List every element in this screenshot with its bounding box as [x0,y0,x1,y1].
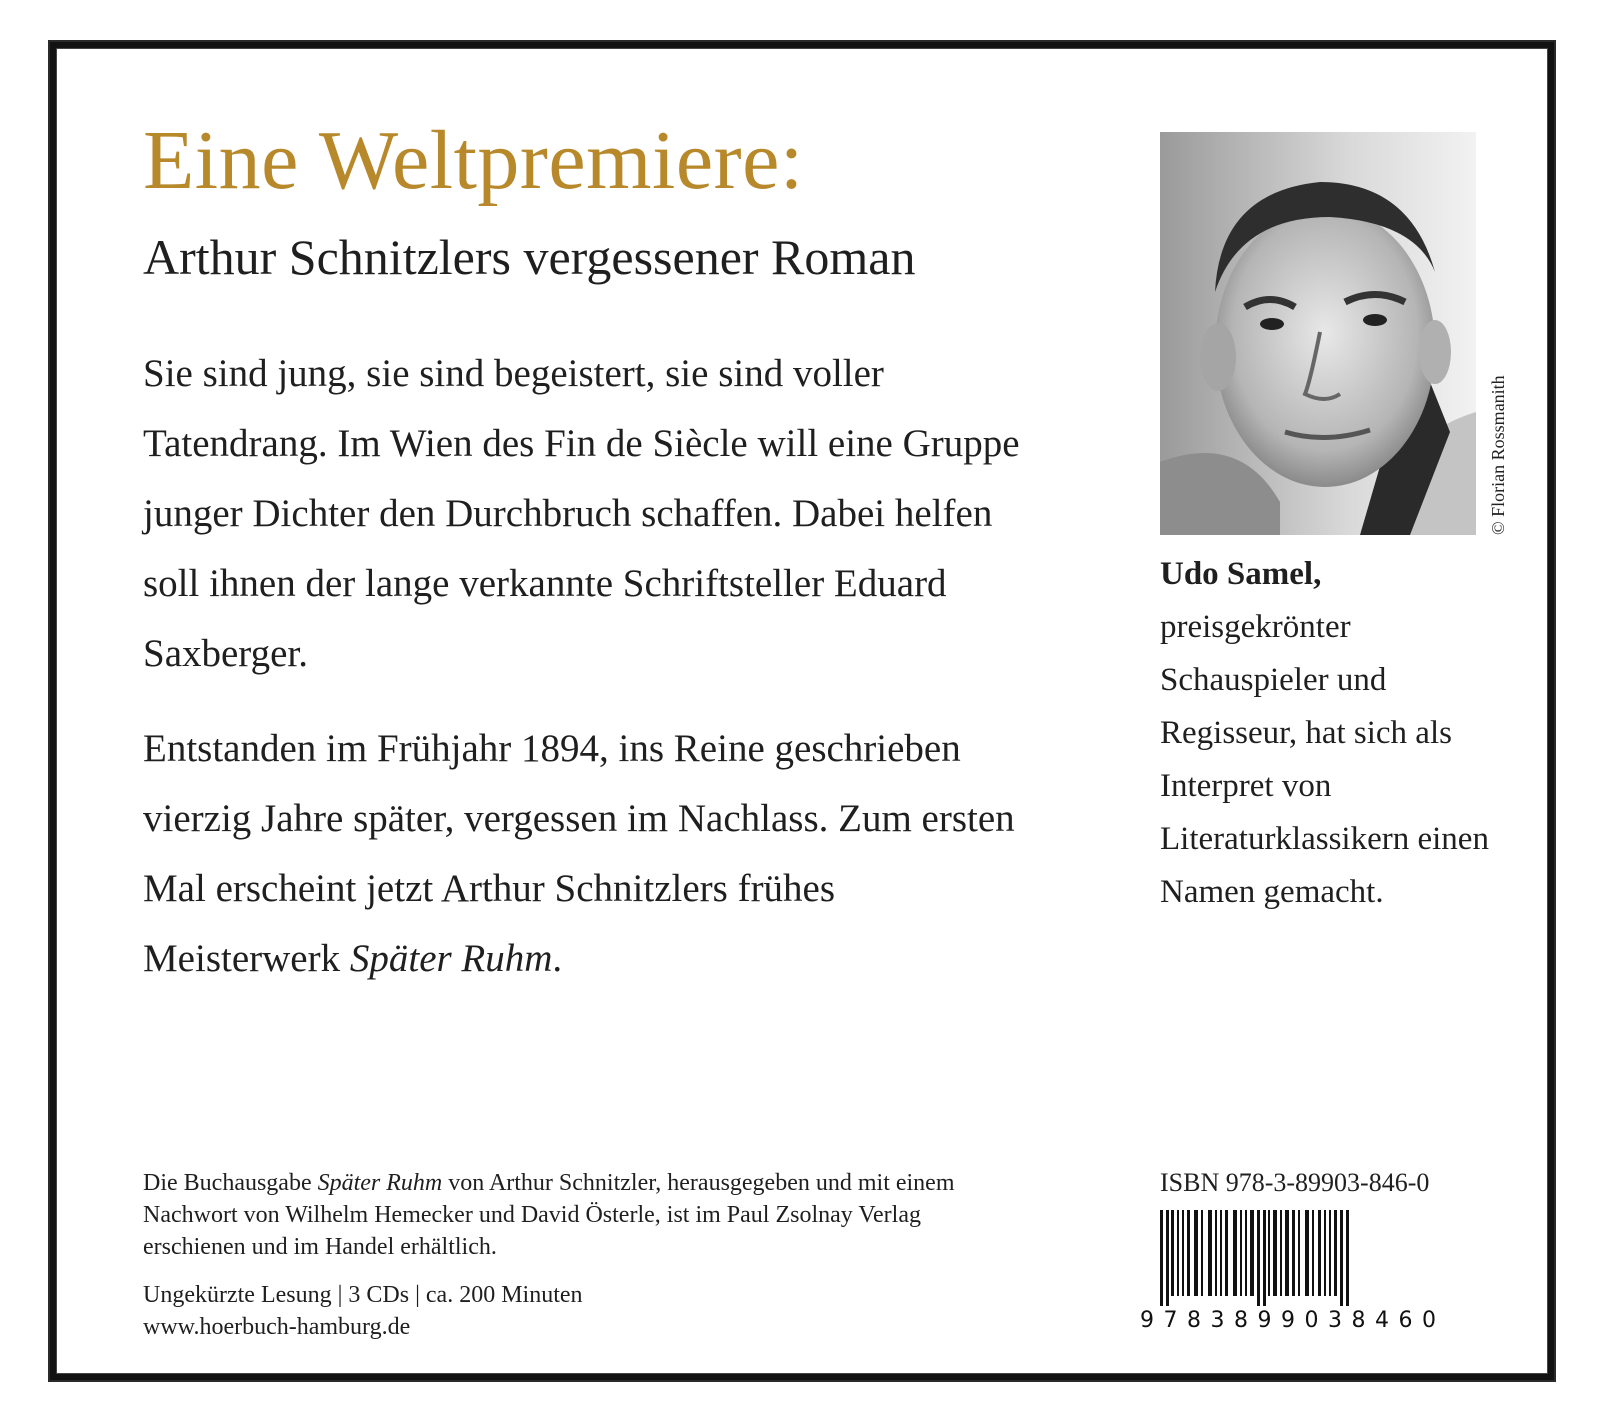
photo-credit: © Florian Rossmanith [1488,375,1508,535]
barcode [1160,1210,1450,1306]
description-paragraph-2 [143,714,1023,994]
website-link[interactable]: www.hoerbuch-hamburg.de [143,1314,411,1340]
book-edition-note [143,1167,963,1263]
description-paragraph-1: Sie sind jung, sie sind begeistert, sie sind voller Tatendrang. Im Wien des Fin de Siècle will eine Gruppe junger Dichter den Durchbruch schaffen. Dabei helfen soll ihnen der lange verkannte Schriftsteller Eduard Saxberger. [143,352,1020,675]
note-before: Die Buchausgabe [143,1170,318,1196]
paragraph-2-text: Entstanden im Frühjahr 1894, ins Reine geschrieben vierzig Jahre später, vergessen im Nachlass. Zum ersten Mal erscheint jetzt Arthur Schnitzlers frühes Meisterwerk [143,727,1015,980]
narrator-bio-text: preisgekrönter Schauspieler und Regisseur, hat sich als Interpret von Literaturklassikern einen Namen gemacht. [1160,609,1489,910]
work-title: Später Ruhm [349,937,553,980]
isbn-label: ISBN 978-3-89903-846-0 [1160,1168,1430,1197]
narrator-photo [1160,132,1476,535]
product-details [143,1279,583,1343]
note-after: von Arthur Schnitzler, herausgegeben und mit einem Nachwort von Wilhelm Hemecker und David Österle, ist im Paul Zsolnay Verlag erschienen und im Handel erhältlich. [143,1170,955,1260]
narrator-bio [1160,548,1500,919]
barcode-digits: 9783899038460 [1140,1308,1446,1333]
narrator-name: Udo Samel, [1160,556,1322,592]
paragraph-2-end: . [552,937,563,980]
reading-info: Ungekürzte Lesung | 3 CDs | ca. 200 Minuten [143,1282,583,1308]
subheadline: Arthur Schnitzlers vergessener Roman [143,229,916,285]
note-work-title: Später Ruhm [317,1170,443,1196]
headline: Eine Weltpremiere: [143,114,804,207]
